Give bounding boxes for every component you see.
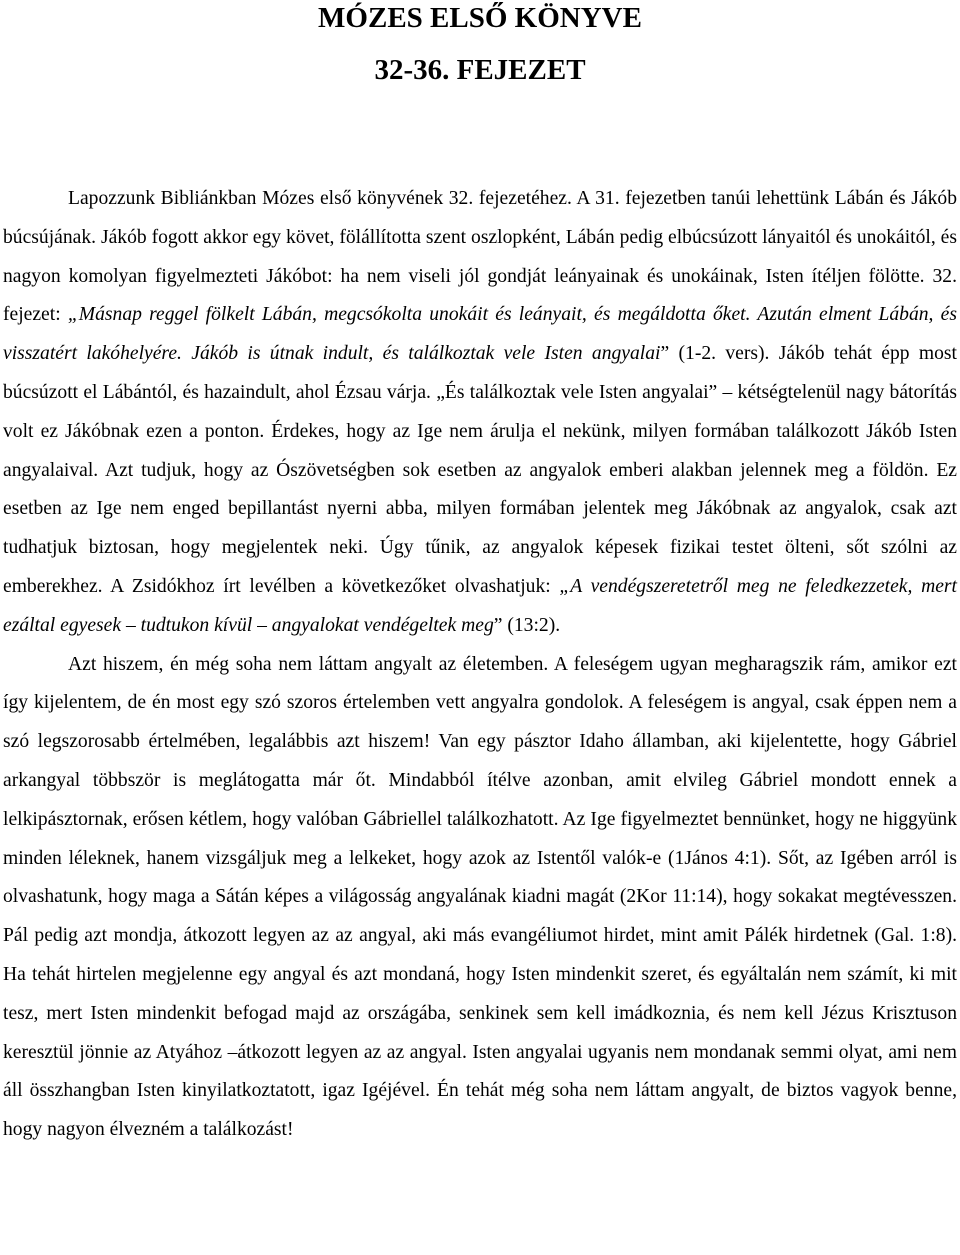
document-body [3, 180, 957, 1150]
book-title: MÓZES ELSŐ KÖNYVE [318, 2, 642, 34]
quote-genesis-32: „Másnap reggel fölkelt Lábán, megcsókolta unokáit és leányait, és megáldotta őket. Azután elment Lábán, és visszatért lakóhelyére. Jákób is útnak indult, és találkoztak vele Isten angyalai [3, 304, 957, 365]
quote-hebrews-13: „A vendégszeretetről meg ne feledkezzetek, mert ezáltal egyesek – tudtukon kívül – angyalokat vendégeltek meg [3, 575, 957, 636]
chapter-title: 32-36. FEJEZET [374, 54, 586, 86]
paragraph-2: Azt hiszem, én még soha nem láttam angyalt az életemben. A feleségem ugyan megharagszik rám, amikor ezt így kijelentem, de én most egy szó szoros értelemben vett angyalra gondolok. A feleségem is angyal, csak éppen nem a szó legszorosabb értelmében, legalábbis azt hiszem! Van egy pásztor Idaho államban, aki kijelentette, hogy Gábriel arkangyal többször is meglátogatta már őt. Mindabból ítélve azonban, amit elvileg Gábriel mondott ennek a lelkipásztornak, erősen kétlem, hogy valóban Gábriellel találkozhatott. Az Ige figyelmeztet bennünket, hogy ne higgyünk minden léleknek, hanem vizsgáljuk meg a lelkeket, hogy azok az Istentől valók-e (1János 4:1). Sőt, az Igében arról is olvashatunk, hogy maga a Sátán képes a világosság angyalának kiadni magát (2Kor 11:14), hogy sokakat megtévesszen. Pál pedig azt mondja, átkozott legyen az az angyal, aki más evangéliumot hirdet, mint amit Pálék hirdetnek (Gal. 1:8). Ha tehát hirtelen megjelenne egy angyal és azt mondaná, hogy Isten mindenkit szeret, és egyáltalán nem számít, ki mit tesz, mert Isten mindenkit befogad majd az országába, senkinek sem kell imádkoznia, és nem kell Jézus Krisztuson keresztül jönnie az Atyához –átkozott legyen az az angyal. Isten angyalai ugyanis nem mondanak semmi olyat, ami nem áll összhangban Isten kinyilatkoztatott, igaz Igéjével. Én tehát még soha nem láttam angyalt, de biztos vagyok benne, hogy nagyon élvezném a találkozást! [3, 653, 957, 1141]
paragraph-1-text-c: ” (13:2). [493, 614, 561, 636]
paragraph-1 [3, 180, 957, 646]
paragraph-1-text-b: ” (1-2. vers). Jákób tehát épp most búcsúzott el Lábántól, és hazaindult, ahol Ézsau várja. „És találkoztak vele Isten angyalai” – kétségtelenül nagy bátorítás volt ez Jákóbnak ezen a ponton. Érdekes, hogy az Ige nem árulja el nekünk, milyen formában találkozott Jákób Isten angyalaival. Azt tudjuk, hogy az Ószövetségben sok esetben az angyalok emberi alakban jelennek meg a földön. Ez esetben az Ige nem enged bepillantást nyerni abba, milyen formában jelentek meg Jákóbnak az angyalok, csak azt tudhatjuk biztosan, hogy megjelentek neki. Úgy tűnik, az angyalok képesek fizikai testet ölteni, sőt szólni az emberekhez. A Zsidókhoz írt levélben a következőket olvashatjuk: [3, 343, 957, 597]
paragraph-1-text-a: Lapozzunk Bibliánkban Mózes első könyvének 32. fejezetéhez. A 31. fejezetben tanúi lehettünk Lábán és Jákób búcsújának. Jákób fogott akkor egy követ, fölállította szent oszlopként, Lábán pedig elbúcsúzott lányaitól és unokáitól, és nagyon komolyan figyelmezteti Jákóbot: ha nem viseli jól gondját leányainak és unokáinak, Isten ítéljen fölötte. 32. fejezet: [3, 188, 957, 326]
